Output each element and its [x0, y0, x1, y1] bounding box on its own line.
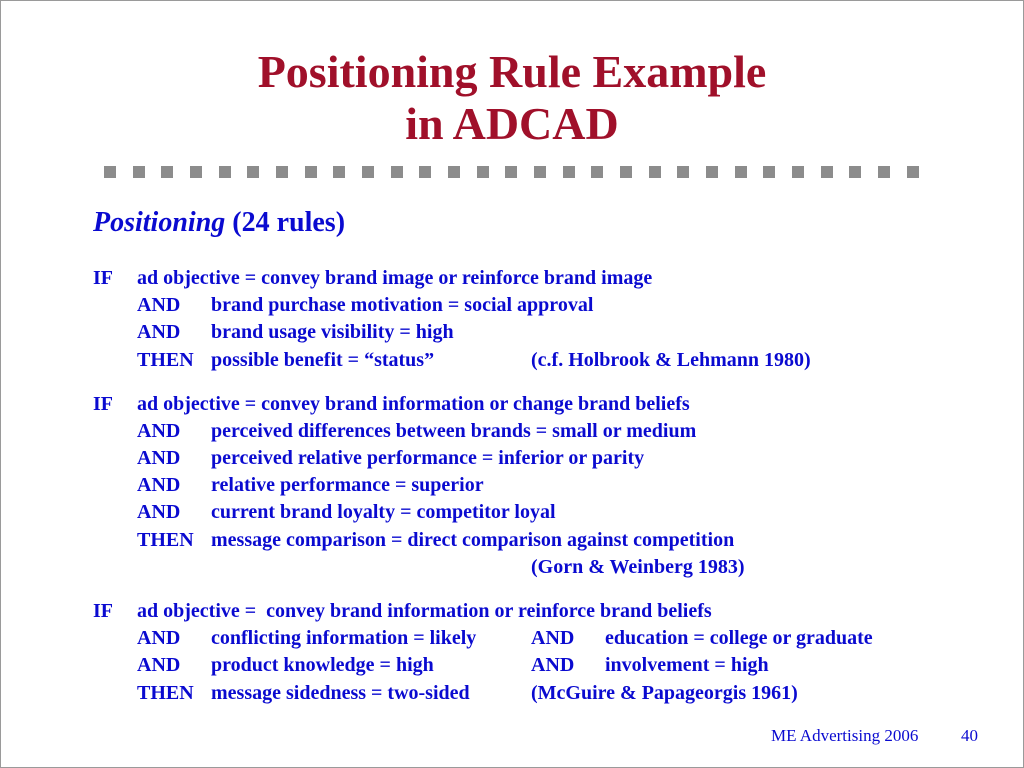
rule-2-condition: relative performance = superior [211, 474, 484, 496]
rule-1-and-keyword: AND [137, 321, 181, 343]
divider-square [534, 166, 546, 178]
divider-square [591, 166, 603, 178]
heading-italic: Positioning [93, 207, 226, 238]
divider-square [907, 166, 919, 178]
rule-3-and-keyword: AND [137, 627, 181, 649]
divider-square [477, 166, 489, 178]
rule-2-condition: current brand loyalty = competitor loyal [211, 501, 556, 523]
rule-2-and-keyword: AND [137, 447, 181, 469]
rule-3-condition: education = college or graduate [605, 627, 873, 649]
rule-3-if-keyword: IF [93, 600, 113, 622]
slide-title-line-2: in ADCAD [405, 98, 619, 149]
rule-3-conclusion: message sidedness = two-sided [211, 682, 470, 704]
rule-1-condition: ad objective = convey brand image or reinforce brand image [137, 267, 653, 289]
rule-3-condition: conflicting information = likely [211, 627, 477, 649]
section-heading [93, 206, 345, 240]
divider-square [448, 166, 460, 178]
rule-3-and-keyword: AND [531, 627, 575, 649]
rule-2-citation: (Gorn & Weinberg 1983) [531, 556, 745, 578]
divider-square [677, 166, 689, 178]
divider-square [391, 166, 403, 178]
rule-2-and-keyword: AND [137, 474, 181, 496]
divider-square [190, 166, 202, 178]
heading-count: (24 rules) [232, 207, 346, 238]
divider-square [305, 166, 317, 178]
divider-square [706, 166, 718, 178]
divider-square [247, 166, 259, 178]
rule-1-citation: (c.f. Holbrook & Lehmann 1980) [531, 349, 811, 371]
rule-3-condition: product knowledge = high [211, 654, 434, 676]
divider-square [849, 166, 861, 178]
divider-square [563, 166, 575, 178]
rule-3-citation: (McGuire & Papageorgis 1961) [531, 682, 798, 704]
rule-2-then-keyword: THEN [137, 529, 194, 551]
rule-2-conclusion: message comparison = direct comparison against competition [211, 529, 735, 551]
rule-2-condition: perceived relative performance = inferior or parity [211, 447, 645, 469]
rule-3-and-keyword: AND [137, 654, 181, 676]
divider-square [792, 166, 804, 178]
rule-1-condition: brand usage visibility = high [211, 321, 454, 343]
rule-2-if-keyword: IF [93, 393, 113, 415]
divider-square [878, 166, 890, 178]
rule-1-then-keyword: THEN [137, 349, 194, 371]
divider-square [620, 166, 632, 178]
divider-square [333, 166, 345, 178]
rule-1-and-keyword: AND [137, 294, 181, 316]
divider-square [161, 166, 173, 178]
divider-square [649, 166, 661, 178]
divider-square [362, 166, 374, 178]
rule-2-condition: ad objective = convey brand information or change brand beliefs [137, 393, 690, 415]
rule-1-conclusion: possible benefit = “status” [211, 349, 435, 371]
divider-square [419, 166, 431, 178]
dotted-divider [104, 165, 919, 178]
rule-1-if-keyword: IF [93, 267, 113, 289]
rule-1-condition: brand purchase motivation = social approval [211, 294, 594, 316]
footer-course: ME Advertising 2006 [771, 726, 919, 745]
rule-2-and-keyword: AND [137, 420, 181, 442]
rule-2-and-keyword: AND [137, 501, 181, 523]
divider-square [821, 166, 833, 178]
footer-page-number: 40 [961, 726, 978, 745]
rule-3-and-keyword: AND [531, 654, 575, 676]
rule-3-then-keyword: THEN [137, 682, 194, 704]
divider-square [763, 166, 775, 178]
divider-square [133, 166, 145, 178]
divider-square [276, 166, 288, 178]
divider-square [219, 166, 231, 178]
divider-square [735, 166, 747, 178]
divider-square [505, 166, 517, 178]
divider-square [104, 166, 116, 178]
rule-3-condition: involvement = high [605, 654, 769, 676]
rule-2-condition: perceived differences between brands = small or medium [211, 420, 697, 442]
rule-3-condition: ad objective = convey brand information or reinforce brand beliefs [137, 600, 712, 622]
slide-title-line-1: Positioning Rule Example [257, 46, 767, 97]
